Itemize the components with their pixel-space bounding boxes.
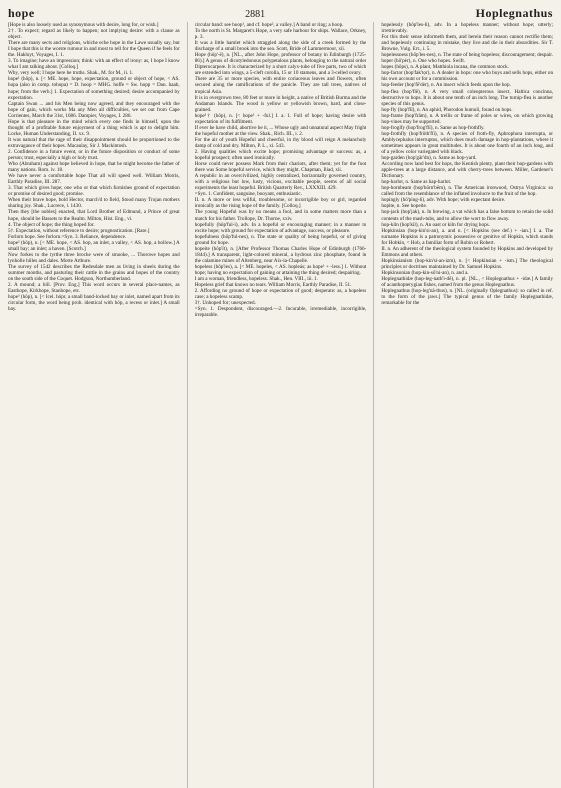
entry-paragraph: 5†. Expectation, without reference to desire; prognostication. [Rare.] — [8, 227, 150, 234]
entry-paragraph: 3. That which gives hope; one who or that which furnishes ground of expectation or promise of desired good; promise. — [8, 185, 180, 198]
entry-paragraph: It was natural that the rage of their disappointment should be proportioned to the extravagance of their hopes. Macaulay, Sir J. Mackintosh. — [8, 136, 180, 149]
entry-paragraph: hope² (hōp), n. [< ME. hope, < AS. hop, an inlet, a valley, < AS. hop, a hollow.] A small bay; an inlet; a haven. [Scotch.] — [8, 239, 180, 252]
entry-paragraph: It was a little hamlet which straggled along the side of a creek formed by the discharge of a small brook into the sea. Scott, Bride of Lammermoor, xii. — [194, 40, 367, 53]
entry-paragraph: hop-hornbeam (hop'hōrn'bēm), n. The American ironwood, Ostrya Virginica: so called from the resemblance of the inflated involucre to the fruit of the hop. — [381, 185, 553, 198]
columns — [8, 22, 553, 788]
entry-paragraph: hop-feeder (hop'fē'dėr), n. An insect which feeds upon the hop. — [381, 82, 511, 89]
column-divider — [373, 22, 374, 788]
entry-paragraph: A republic in an overcivilized, highly centralized, horizontally governed country, with a religious but low, lusty, vicious, excitable people, seems of all social experiments the least hopeful. British Quarterly Rev., LXXXIII. 429. — [194, 173, 367, 192]
entry-paragraph: Hopkinsian (hop-kin'si-an), a. and n. [< Hopkins (see def.) + -ian.] I. a. The surname Hopkins is a patronymic possessive or genitive of Hopkin, which stands for Hobkin, < Hob, a familiar form of Robin or Robert. — [381, 227, 553, 246]
entry-paragraph: Why, very well; I hope here be truths. Shak., M. for M., ii. 1. — [8, 70, 134, 77]
entry-paragraph: Now forkes to the tyrthe three broche were of smooke, ... Thorowe hopes and lynholle hilles and dales. Morte Arthure. — [8, 251, 180, 264]
entry-paragraph: hop-jack (hop'jak), n. In brewing, a vat which has a false bottom to retain the solid contents of the mash-tubs, and to allow the wort to flow away. — [381, 209, 553, 222]
entry-paragraph: According now land best for hops, the Kentish plenty, plant their hop-gardens with apple-trees at a large distance, and with cherry-trees between. Miller, Gardener's Dictionary. — [381, 161, 553, 180]
entry-paragraph: hope¹ (hōp), n. [< ME. hope, hope, expectation, ground or object of hope, < AS. hopa (also in comp. tohopa) = D. hoop = MHG. hoffe = Sw. hopp = Dan. haab, hope; from the verb.] 1. Expectation of something desired; desire accompanied by expectation. — [8, 76, 180, 101]
entry-paragraph: hopefully (hōp'ful-i), adv. In a hopeful or encouraging manner; in a manner to excite hope; with ground for expectation of advantage, success, or pleasure. — [194, 221, 367, 234]
entry-paragraph: Hope (hōp'-ē), n. [NL., after John Hope, professor of botany in Edinburgh (1725-86).] A genus of dicotyledonous polypetalous plants, belonging to the natural order Dipterocarpeæ. It is characterized by a short calyx-tube of five parts, two of which are extended into wings, a 5-cleft corolla, 15 or 10 stamens, and a 3-celled ovary. — [194, 52, 367, 77]
entry-paragraph: We have never a comfortable hope That all will speed well. William Morris, Earthly Paradise, III. 287. — [8, 173, 180, 186]
entry-paragraph: If ever he have child, abortive be it, ... Whose ugly and unnatural aspect May fright the hopeful mother at the view. Shak., Rich. III., i. 2. — [194, 124, 367, 137]
entry-paragraph: There are many sects and religions, whiche eche hope in the Lawe usually say, but I hope that this is the worste rumour in and most to tell for the Queen if he feels for the. Hakluyt, Voyages, I. 1. — [8, 40, 180, 59]
entry-paragraph: Hoplegnathus (hop-leg'nā-thus), n. [NL. (originally Oplegnathus): so called in ref. to the form of the jaws.] The typical genus of the family Hoplegnathidæ, remarkable for the — [381, 288, 553, 307]
entry-paragraph: I am a woman, friendless, hopeless. Shak., Hen. VIII., iii. 1. — [194, 275, 318, 282]
entry-paragraph: hop-harlot, n. Same as hap-harlot. — [381, 179, 452, 186]
page-header — [8, 6, 553, 20]
entry-paragraph: For this their sense informeth them, and herein their reason cannot rectifie them; and hopelessly continuing in mistake, they live and die in their absurdities. Sir T. Browne, Vulg. Err., i. 5. — [381, 34, 553, 53]
entry-paragraph: Hopeless grief that knows no tears. William Morris, Earthly Paradise, II. 51. — [194, 282, 352, 289]
entry-paragraph: It is in overgrown tree, 80 feet or more in height, a native of British Burma and the Andaman Islands. The wood is yellow or yellowish brown, hard, and close-grained. — [194, 94, 367, 113]
entry-paragraph: hopelessly (hōp'les-li), adv. In a hopeless manner; without hope; utterly; irretrievably. — [381, 22, 553, 35]
entry-paragraph: Hoplegnathidæ (hop-leg-nath'i-dē), n. pl. [NL., < Hoplegnathus + -idæ.] A family of acanthopterygian fishes, named from the genus Hoplegnathus. — [381, 275, 553, 289]
entry-paragraph: circular band: see hoop¹, and cf. hope², a valley.] A band or ring; a hoop. — [194, 22, 344, 28]
entry-paragraph: hop-frame (hop'frām), n. A trellis or frame of poles or wires, on which growing hop-vines may be supported. — [381, 112, 553, 125]
entry-paragraph: hop-froglfy (hop'frog'flī), n. Same as hop-frothfly. — [381, 124, 485, 131]
entry-paragraph: Who (Abraham) against hope believed in hope, that he might become the father of many nations. Rom. iv. 18. — [8, 161, 180, 174]
entry-paragraph: hop-garden (hop'gär'dn), n. Same as hop-yard. — [381, 155, 477, 162]
entry-paragraph: =Syn. 1. Despondent, discouraged.—2. Incurable, irremediable, incorrigible, irreparable. — [194, 306, 367, 319]
entry-paragraph: Horse could never possess Mark from their chariots, after them; yet for the foot there was Some hopeful service, which they might. Chapman, Iliad, xii. — [194, 161, 367, 174]
column-3 — [381, 22, 553, 788]
entry-paragraph: II. n. A more or less wilful, troublesome, or incorrigible boy or girl, regarded ironically as the rising hope of the family. [Colloq.] — [194, 197, 367, 210]
entry-paragraph: hop-flea (hop'flē), n. A very small coleopterous insect, Haltica concinna, destructive to hops. It is about one tenth of an inch long. The turnip-flea is another species of this genus. — [381, 88, 553, 107]
entry-paragraph: Hopkinsonian (hop-kin-sō'ni-an), n. and a. — [381, 269, 469, 276]
entry-paragraph: There are 35 or more species, with entire coriaceous leaves and flowers, often secured along the ramifications of the panicle. They are tall trees, natives of tropical Asia. — [194, 76, 367, 95]
entry-paragraph: hoper (hō'pėr), n. One who hopes. Swift. — [381, 58, 466, 65]
entry-paragraph: hopelessness (hōp'les-nes), n. The state of being hopeless; discouragement; despair. — [381, 52, 553, 59]
entry-paragraph: hop-frothfly (hop'frôth'flī), n. A species of froth-fly, Aphrophora interrupta, or Amblycephalus interruptus, which does much damage in hop-plantations, where it sometimes appears in great multitudes. It is about one fourth of an inch long, and of a yellow color variegated with black. — [381, 130, 553, 155]
right-headword: Hoplegnathus — [475, 6, 553, 20]
entry-paragraph: 3. To imagine; have an impression; think: with an effect of irony: as, I hope I know what I am talking about. [Colloq.] — [8, 58, 180, 71]
entry-paragraph: Captain Swan ... and his Men being now agreed, and they encouraged with the hope of gain, which works Ma any Men all difficulties, we set out from Cape Corrientes, March the 31st, 1686. Dampier, Voyages, I. 286. — [8, 100, 180, 119]
column-1 — [8, 22, 180, 788]
entry-paragraph: hop-fly (hop'flī), n. An aphid, Phorodon humuli, found on hops. — [381, 106, 513, 113]
entry-paragraph: For the air of youth Hopeful and cheerful, in thy blood will reign A melancholy damp of cold and dry. Milton, P. L., xi. 543. — [194, 136, 367, 149]
entry-paragraph: hopeite (hōp'īt), n. [After Professor Thomas Charles Hope of Edinburgh (1766-1844).] A transparent, light-colored mineral, a hydrous zinc phosphate, found in the calamine mines of Altenberg, near Aix-la-Chapelle. — [194, 245, 367, 264]
entry-paragraph: Hopkinsianism (hop-kin'si-an-izm), n. [< Hopkinsian + -ism.] The theological principles or doctrines maintained by Dr. Samuel Hopkins. — [381, 257, 553, 270]
entry-paragraph: hop-factor (hop'fak'tọr), n. A dealer in hops: one who buys and sells hops, either on his own account or for a commission. — [381, 70, 553, 83]
left-headword: hope — [8, 6, 35, 20]
entry-paragraph: Then they [the nobles] enacted, that Lord Brother of Edmund, a Prince of great hope, should be Bassets to the Realm. Milton, Hist. Eng., vi. — [8, 209, 180, 222]
entry-paragraph: hopite, n. See hopeite. — [381, 203, 428, 210]
entry-paragraph: Forlorn hope. See forlorn.=Syn. 3. Reliance, dependence. — [8, 233, 127, 240]
column-divider — [187, 22, 188, 788]
entry-paragraph: The young Hopeful was by no means a fool, and in some matters more than a match for his father. Trollope, Dr. Thorne, xxiv. — [194, 209, 367, 222]
entry-paragraph: hope²† (hōp), n. [< hope¹ + -ful.] I. a. 1. Full of hope; having desire with expectation of its fulfilment. — [194, 112, 367, 125]
entry-paragraph: II. n. An adherent of the theological system founded by Hopkins and developed by Emmons and others. — [381, 245, 553, 258]
entry-paragraph: hop-kiln (hop'kil), n. An oast or kiln for drying hops. — [381, 221, 490, 228]
entry-paragraph: Hope is that pleasure in the mind which every one finds in himself, upon the thought of a profitable future enjoyment of a thing which is apt to delight him. Locke, Human Understanding, II. xx. 9. — [8, 118, 180, 137]
entry-paragraph: To the north is St. Margaret's Hope, a very safe harbour for ships. Wallace, Orkney, p. 3. — [194, 28, 367, 41]
entry-paragraph: When their brave hope, bold Hector, march'd to field, Stood many Trojan mothers sharing joy. Shak., Lucrece, l. 1430. — [8, 197, 180, 210]
entry-paragraph: 2. A mound; a hill. [Prov. Eng.] This word occurs in several place-names, as Easthope, Kirkhope, Stanhope, etc. — [8, 282, 180, 295]
entry-paragraph: hopes (hōps), n. A plant, Matthiola incana, the common stock. — [381, 64, 509, 71]
entry-paragraph: 2. Confidence in a future event, or in the future disposition or conduct of some person; trust, especially a high or holy trust. — [8, 148, 180, 162]
entry-paragraph: The survey of 1542 describes the Redesdale men as living in sheels during the summer months, and pasturing their cattle in the grains and hopes of the country on the south side of the Coquet. Hodgson, Northumberland. — [8, 263, 180, 282]
entry-paragraph: 3†. Unhoped for; unexpected. — [194, 300, 256, 307]
entry-paragraph: 2. Affording no ground of hope or expectation of good; desperate: as, a hopeless case; a hopeless scamp. — [194, 288, 367, 301]
entry-paragraph: [Hope is also loosely used as synonymous with desire, long for, or wish.] — [8, 22, 159, 28]
entry-paragraph: =Syn. 1. Confident, sanguine, buoyant, enthusiastic. — [194, 191, 302, 198]
page-number: 2881 — [245, 9, 266, 20]
entry-paragraph: hopeless (hōp'les), a. [< ME. hopeles, < AS. hopleás; as hope¹ + -less.] 1. Without hope; having no expectation of gaining or attaining the thing desired; despairing. — [194, 263, 367, 276]
entry-paragraph: hopingly (hō'ping-li), adv. With hope; with expectant desire. — [381, 197, 506, 204]
entry-paragraph: 2. Having qualities which excite hope; promising advantage or success: as, a hopeful prospect; often used ironically. — [194, 148, 367, 162]
entry-paragraph: hope³ (hōp), n. [< Icel. hópr, a small band-locked bay or inlet, named apart from its circular form, the word being prob. identical with hóp, a recess or inlet.] A small bay. — [8, 294, 180, 313]
entry-paragraph: 2†. To expect; regard as likely to happen; not implying desire: with a clause as object. — [8, 28, 180, 41]
entry-paragraph: 4. The object of hope; the thing hoped for. — [8, 221, 95, 228]
entry-paragraph: hopefulness (hōp'ful-nes), n. The state or quality of being hopeful, or of giving ground for hope. — [194, 233, 367, 246]
column-2 — [195, 22, 367, 788]
